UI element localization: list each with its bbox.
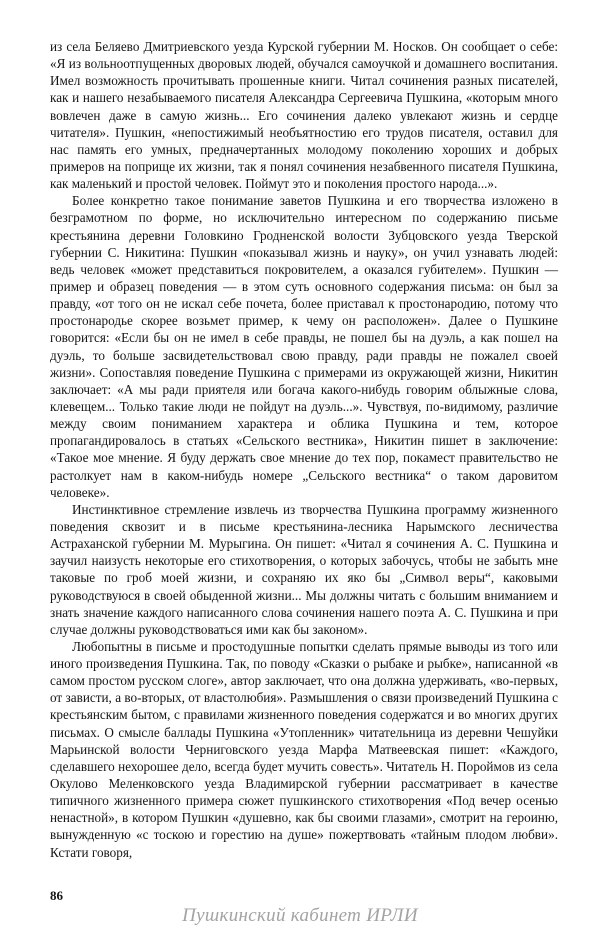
body-text xyxy=(50,38,558,861)
paragraph-continued: из села Беляево Дмитриевского уезда Курской губернии М. Носков. Он сообщает о себе: «Я из вольноотпущенных дворовых людей, обучался самоучкой и домашнего воспитания. Имел возможность прочитывать прошенные книги. Читал сочинения разных писателей, как и нашего незабываемого писателя Александра Сергеевича Пушкина, «которым много вовлечен даже в самую жизнь... Его сочинения далеко увлекают жизнь и сердце читателя». Пушкин, «непостижимый необъятностию его трудов писателя, оставил для нас память его умных, предначертанных молодому поколению хороших и добрых примеров на поприще их жизни, так я понял сочинения незабвенного писателя Пушкина, как маленький и простой человек. Поймут это и поколения простого народа...». xyxy=(50,39,558,192)
paragraph-nikitin-letter: Более конкретно такое понимание заветов Пушкина и его творчества изложено в безграмотном по форме, но исключительно интересном по содержанию письме крестьянина деревни Головкино Гродненской волости Зубцовского уезда Тверской губернии С. Никитина: Пушкин «показывал жизнь и науку», он учил узнавать людей: ведь человек «может представиться покровителем, а оказался губителем». Пушкин — пример и образец поведения — в этом суть основного содержания письма: он был за правду, «от того он не искал себе почета, более приставал к простонародию, потому что простонародье скорее возьмет пример, к чему он расположен». Далее о Пушкине говорится: «Если бы он не имел в себе правды, не пошел бы на дуэль, а как пошел на дуэль, то больше засвидетельствовал свою правду, ради правды не пожалел своей жизни». Сопоставляя поведение Пушкина с примерами из окружающей жизни, Никитин заключает: «А мы ради приятеля или богача какого-нибудь говорим облыжные слова, клевещем... Только такие люди не пойдут на дуэль...». Чувствуя, по-видимому, различие между своим пониманием характера и облика Пушкина и тем, которое пропагандировалось в статьях «Сельского вестника», Никитин пишет в заключение: «Такое мое мнение. Я буду держать свое мнение до тех пор, покамест правительство не растолкует нам в каком-нибудь номере „Сельского вестника“ о таком даровитом человеке». xyxy=(50,193,558,500)
paragraph-conclusions: Любопытны в письме и простодушные попытки сделать прямые выводы из того или иного произведения Пушкина. Так, по поводу «Сказки о рыбаке и рыбке», написанной «в самом простом русском слоге», автор заключает, что она должна удерживать, «во-первых, от зависти, а во-вторых, от властолюбия». Размышления о связи произведений Пушкина с крестьянским бытом, с правилами жизненного поведения содержатся и во многих других письмах. О смысле баллады Пушкина «Утопленник» читательница из деревни Чешуйки Марьинской волости Черниговского уезда Марфа Матвеевская пишет: «Каждого, сделавшего нехорошее дело, всегда будет мучить совесть». Читатель Н. Пороймов из села Окулово Меленковского уезда Владимирской губернии рассматривает в качестве типичного жизненного примера сюжет пушкинского стихотворения «Под вечер осенью ненастной», в котором Пушкин «душевно, как бы своими глазами», смотрит на героиню, вынужденную «с тоскою и горестию на душе» пожертвовать «тайным плодом любви». Кстати говоря, xyxy=(50,638,558,860)
watermark: Пушкинский кабинет ИРЛИ xyxy=(182,905,418,926)
page-number: 86 xyxy=(50,888,63,903)
paragraph-murygin-letter: Инстинктивное стремление извлечь из творчества Пушкина программу жизненного поведения сквозит и в письме крестьянина-лесника Нарымского лесничества Астраханской губернии М. Мурыгина. Он пишет: «Читал я сочинения А. С. Пушкина и заучил наизусть некоторые его стихотворения, о которых забочусь, чтобы не забыть мне таковые по гроб моей жизни, и сохраняю их яко бы „Символ веры“, каковыми руководствуюся в своей обыденной жизни... Мы должны читать с большим вниманием и знать значение каждого написанного слова сочинения нашего поэта А. С. Пушкина и при случае должны руководствоваться ими как бы законом». xyxy=(50,501,558,637)
